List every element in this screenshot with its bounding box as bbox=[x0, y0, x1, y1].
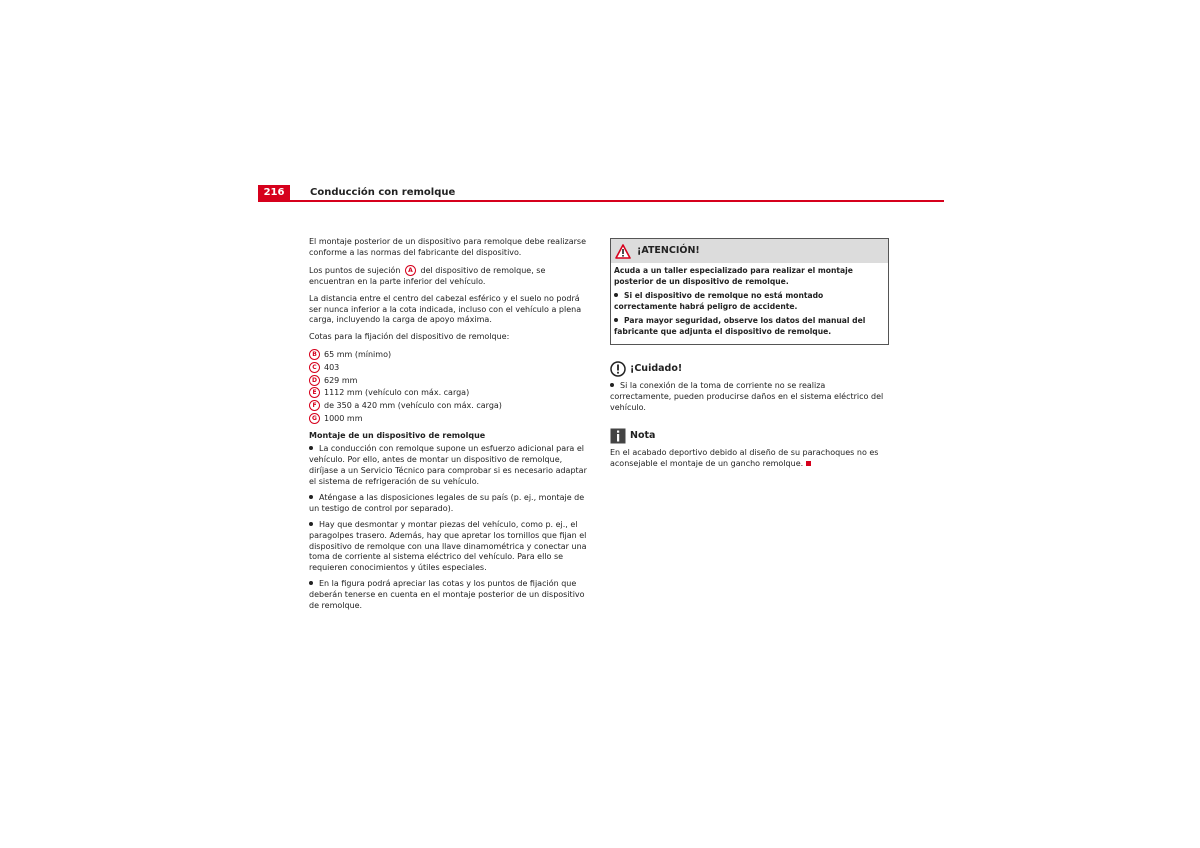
dimension-item bbox=[309, 400, 591, 413]
mounting-points-text-before: Los puntos de sujeción bbox=[309, 265, 401, 275]
left-column bbox=[309, 237, 591, 617]
warning-title: ¡ATENCIÓN! bbox=[637, 244, 700, 256]
bullet-dot-icon bbox=[610, 383, 614, 387]
callout-marker-b: B bbox=[309, 349, 320, 360]
right-column bbox=[610, 238, 889, 482]
caution-block bbox=[610, 359, 889, 414]
caution-header bbox=[610, 359, 889, 379]
callout-marker-a: A bbox=[405, 265, 416, 276]
mounting-points-paragraph bbox=[309, 265, 591, 288]
mounting-points-text-after: del dispositivo de remolque, se encuentran en la parte inferior del vehículo. bbox=[309, 265, 546, 286]
dimension-value: 629 mm bbox=[324, 375, 358, 385]
dimension-item bbox=[309, 413, 591, 426]
distance-paragraph: La distancia entre el centro del cabezal esférico y el suelo no podrá ser nunca inferior a la cota indicada, incluso con el vehículo a plena carga, incluyendo la carga de apoyo máxima. bbox=[309, 293, 582, 325]
warning-intro: Acuda a un taller especializado para realizar el montaje posterior de un dispositivo de remolque. bbox=[614, 266, 853, 286]
callout-marker-g: G bbox=[309, 413, 320, 424]
dimension-value: 403 bbox=[324, 362, 340, 372]
warning-bullet: Para mayor seguridad, observe los datos del manual del fabricante que adjunta el dispositivo de remolque. bbox=[614, 315, 866, 336]
caution-bullet: Si la conexión de la toma de corriente no se realiza correctamente, pueden producirse daños en el sistema eléctrico del vehículo. bbox=[610, 381, 884, 413]
bullet-dot-icon bbox=[309, 581, 313, 585]
dimension-value: 1112 mm (vehículo con máx. carga) bbox=[324, 388, 470, 398]
page-header bbox=[258, 185, 944, 202]
dimension-value: 1000 mm bbox=[324, 413, 363, 423]
dimension-value: de 350 a 420 mm (vehículo con máx. carga) bbox=[324, 401, 502, 410]
callout-marker-e: E bbox=[309, 387, 320, 398]
info-icon bbox=[610, 428, 626, 444]
note-block bbox=[610, 426, 889, 470]
warning-bullet: Si el dispositivo de remolque no está montado correctamente habrá peligro de accidente. bbox=[614, 290, 824, 311]
bullet-item: La conducción con remolque supone un esfuerzo adicional para el vehículo. Por ello, antes de montar un dispositivo de remolque, diríjase a un Servicio Técnico para comprobar si es necesario adaptar el sistema de refrigeración de su vehículo. bbox=[309, 444, 587, 486]
bullet-dot-icon bbox=[614, 293, 618, 297]
dimension-item bbox=[309, 387, 591, 400]
note-title: Nota bbox=[630, 429, 656, 441]
dimension-item bbox=[309, 362, 591, 375]
callout-marker-f: F bbox=[309, 400, 320, 411]
dimension-value: 65 mm (mínimo) bbox=[324, 350, 392, 360]
warning-body bbox=[611, 263, 888, 344]
bullet-item: Hay que desmontar y montar piezas del vehículo, como p. ej., el paragolpes trasero. Además, hay que apretar los tornillos que fijan el dispositivo de remolque con una llave dinamométrica y conectar una toma de corriente al sistema eléctrico del vehículo. Para ello se requieren conocimientos y útiles especiales. bbox=[309, 519, 587, 573]
end-of-section-icon bbox=[806, 461, 811, 466]
caution-title: ¡Cuidado! bbox=[630, 362, 683, 374]
page-number: 216 bbox=[258, 185, 290, 200]
intro-paragraph: El montaje posterior de un dispositivo para remolque debe realizarse conforme a las normas del fabricante del dispositivo. bbox=[309, 237, 587, 257]
note-header bbox=[610, 426, 889, 446]
note-text: En el acabado deportivo debido al diseño de su parachoques no es aconsejable el montaje de un gancho remolque. bbox=[610, 448, 879, 469]
header-rule bbox=[258, 200, 944, 202]
bullet-item: Aténgase a las disposiciones legales de su país (p. ej., montaje de un testigo de control por separado). bbox=[309, 492, 585, 513]
dimensions-intro: Cotas para la fijación del dispositivo de remolque: bbox=[309, 332, 510, 342]
bullet-dot-icon bbox=[309, 495, 313, 499]
bullet-item: En la figura podrá apreciar las cotas y los puntos de fijación que deberán tenerse en cuenta en el montaje posterior de un dispositivo de remolque. bbox=[309, 579, 585, 611]
bullet-dot-icon bbox=[614, 318, 618, 322]
warning-box bbox=[610, 238, 889, 345]
exclamation-circle-icon bbox=[610, 361, 626, 377]
dimension-item bbox=[309, 375, 591, 388]
bullet-dot-icon bbox=[309, 522, 313, 526]
section-subheading: Montaje de un dispositivo de remolque bbox=[309, 431, 486, 441]
warning-triangle-icon bbox=[615, 244, 631, 259]
chapter-title: Conducción con remolque bbox=[310, 187, 456, 198]
callout-marker-d: D bbox=[309, 375, 320, 386]
dimension-item bbox=[309, 349, 591, 362]
bullet-dot-icon bbox=[309, 446, 313, 450]
warning-header bbox=[611, 239, 888, 263]
dimension-list bbox=[309, 349, 591, 425]
callout-marker-c: C bbox=[309, 362, 320, 373]
